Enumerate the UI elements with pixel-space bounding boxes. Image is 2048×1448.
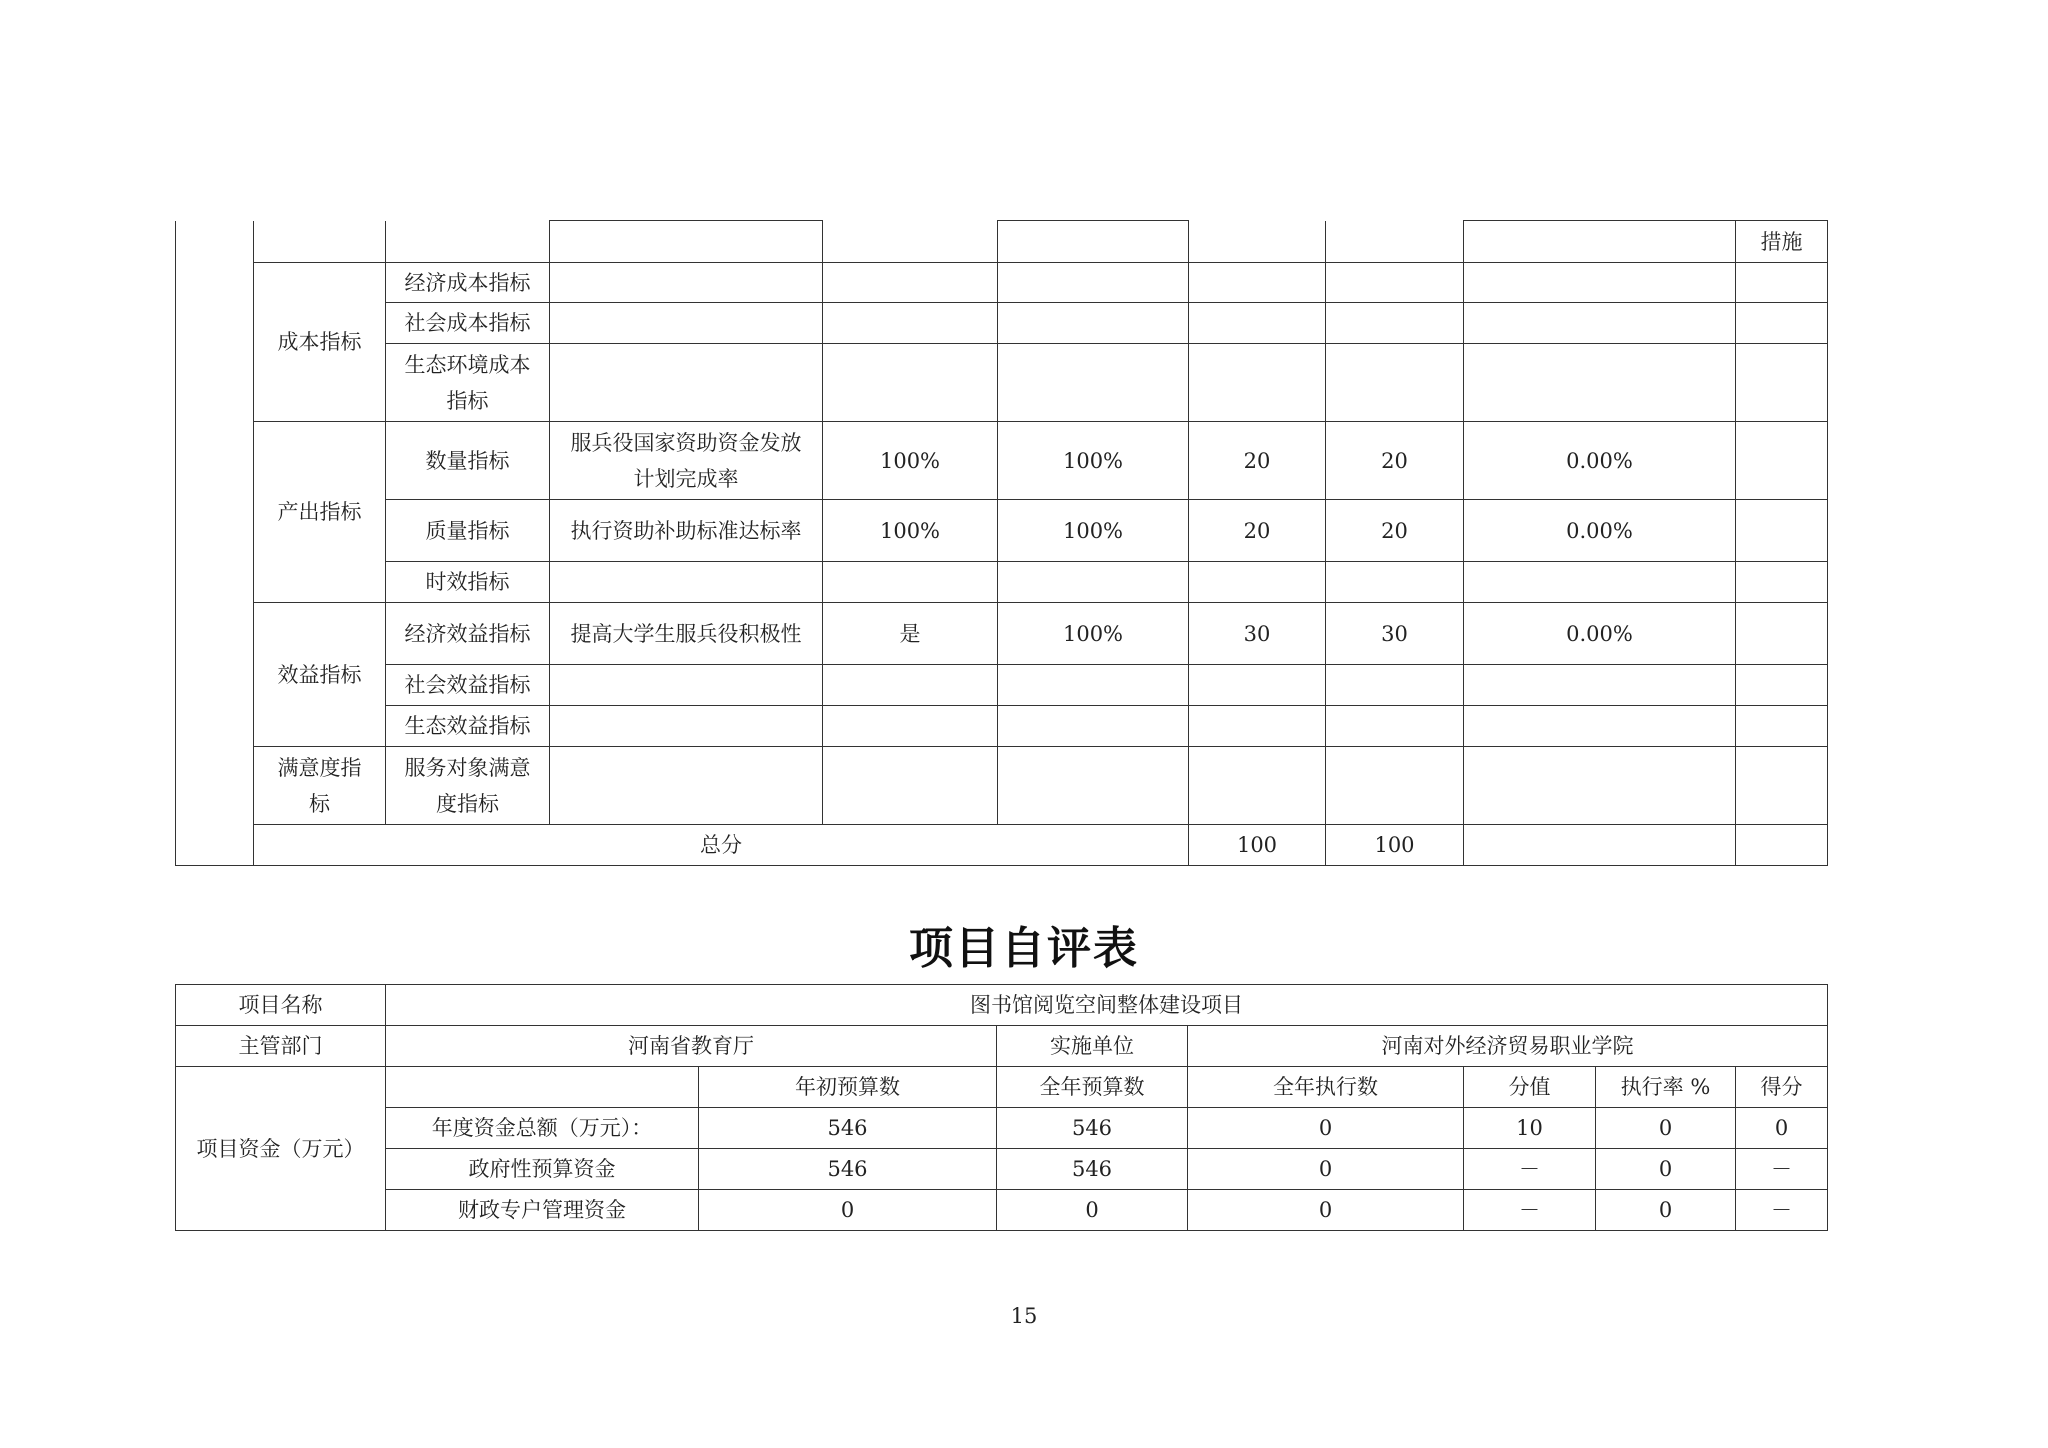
dept-label: 主管部门 [176, 1026, 386, 1067]
column-header: 全年执行数 [1188, 1067, 1464, 1108]
indicator-name: 经济效益指标 [386, 603, 550, 665]
column-header: 全年预算数 [997, 1067, 1188, 1108]
indicator-name: 质量指标 [386, 500, 550, 562]
performance-indicator-table [175, 220, 1828, 866]
self-eval-table [175, 984, 1828, 1231]
indicator-name: 生态环境成本指标 [386, 344, 550, 422]
table-row [176, 303, 1828, 344]
column-header: 分值 [1464, 1067, 1596, 1108]
column-header: 年初预算数 [699, 1067, 997, 1108]
indicator-name: 社会效益指标 [386, 665, 550, 706]
total-weight: 100 [1189, 825, 1326, 866]
department-row [176, 1026, 1828, 1067]
group-label: 产出指标 [254, 422, 386, 603]
indicator-name: 经济成本指标 [386, 263, 550, 303]
indicator-content: 服兵役国家资助资金发放计划完成率 [550, 422, 823, 500]
row-label: 年度资金总额（万元）： [386, 1108, 699, 1149]
column-header: 得分 [1736, 1067, 1828, 1108]
unit-value: 河南对外经济贸易职业学院 [1188, 1026, 1828, 1067]
page-number: 15 [1010, 1304, 1038, 1328]
row-label: 政府性预算资金 [386, 1149, 699, 1190]
page-title: 项目自评表 [909, 923, 1139, 974]
indicator-content: 执行资助补助标准达标率 [550, 500, 823, 562]
project-name-label: 项目名称 [176, 985, 386, 1026]
group-label: 满意度指标 [254, 747, 386, 825]
table-row: 年度资金总额（万元）： 546 546 0 10 0 0 [176, 1108, 1828, 1149]
table-row [176, 562, 1828, 603]
continuation-row [176, 221, 1828, 263]
indicator-name: 生态效益指标 [386, 706, 550, 747]
indicator-content: 提高大学生服兵役积极性 [550, 603, 823, 665]
table-row [176, 344, 1828, 422]
group-label: 效益指标 [254, 603, 386, 747]
indicator-name: 数量指标 [386, 422, 550, 500]
indicator-name: 时效指标 [386, 562, 550, 603]
table-row: 质量指标 执行资助补助标准达标率 100% 100% 20 20 0.00% [176, 500, 1828, 562]
table-row: 财政专户管理资金 0 0 0 － 0 － [176, 1190, 1828, 1231]
group-label: 成本指标 [254, 263, 386, 422]
total-row [176, 825, 1828, 866]
table-row: 效益指标 经济效益指标 提高大学生服兵役积极性 是 100% 30 30 0.00% [176, 603, 1828, 665]
project-name-value: 图书馆阅览空间整体建设项目 [386, 985, 1828, 1026]
table-row [176, 747, 1828, 825]
total-score: 100 [1326, 825, 1464, 866]
column-header [386, 1067, 699, 1108]
column-header: 执行率 % [1596, 1067, 1736, 1108]
total-label: 总分 [254, 825, 1189, 866]
indicator-name: 服务对象满意度指标 [386, 747, 550, 825]
table-row [176, 263, 1828, 303]
table-row [176, 665, 1828, 706]
continuation-measure-cell: 措施 [1736, 221, 1828, 263]
table-row [176, 706, 1828, 747]
unit-label: 实施单位 [997, 1026, 1188, 1067]
indicator-name: 社会成本指标 [386, 303, 550, 344]
table-row: 产出指标 数量指标 服兵役国家资助资金发放计划完成率 100% 100% 20 20 0.00% [176, 422, 1828, 500]
outer-left-cell [176, 221, 254, 866]
funds-header-row [176, 1067, 1828, 1108]
project-name-row [176, 985, 1828, 1026]
dept-value: 河南省教育厅 [386, 1026, 997, 1067]
table-row: 政府性预算资金 546 546 0 － 0 － [176, 1149, 1828, 1190]
funds-label: 项目资金（万元） [176, 1067, 386, 1231]
row-label: 财政专户管理资金 [386, 1190, 699, 1231]
